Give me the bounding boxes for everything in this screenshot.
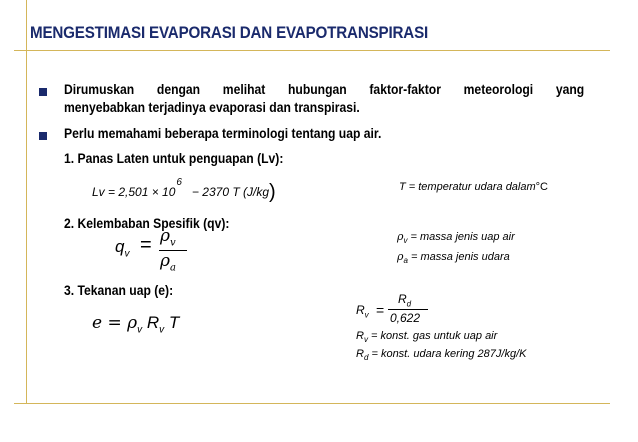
- bullet-1-line-1: Dirumuskan dengan melihat hubungan faktor-faktor meteorologi yang: [64, 82, 585, 97]
- e-equation-sub-2: v: [159, 324, 165, 336]
- rv-lhs-sub: v: [364, 310, 369, 320]
- lv-heading: 1. Panas Laten untuk penguapan (Lv):: [64, 151, 284, 166]
- qv-denominator: [160, 251, 176, 273]
- bullet-text-1: [64, 82, 638, 115]
- rv-denominator: 0,622: [390, 311, 421, 325]
- qv-lhs: [115, 237, 129, 259]
- qv-numerator-sub: v: [170, 237, 176, 249]
- qv-def2-symbol: ρ: [397, 250, 404, 263]
- qv-def2-text: = massa jenis udara: [410, 251, 510, 263]
- e-heading: 3. Tekanan uap (e):: [64, 283, 174, 298]
- e-def1-text: = konst. gas untuk uap air: [371, 330, 498, 342]
- bottom-divider: [14, 403, 610, 404]
- lv-note: [399, 181, 548, 193]
- qv-definition-2: [397, 250, 510, 265]
- e-def1-sub: v: [363, 335, 368, 345]
- e-def2-text: = konst. udara kering 287J/kg/K: [371, 348, 527, 360]
- title-underline: [14, 50, 610, 51]
- rv-numerator-symbol: R: [398, 292, 407, 306]
- left-accent-line: [26, 0, 27, 403]
- bullet-marker-2: [39, 132, 47, 140]
- qv-lhs-sub: v: [124, 248, 130, 260]
- e-equation-end: T: [164, 313, 180, 332]
- qv-numerator-symbol: ρ: [160, 226, 170, 246]
- qv-denominator-symbol: ρ: [160, 251, 170, 271]
- qv-equals: =: [140, 234, 152, 256]
- rv-numerator: [398, 292, 411, 308]
- lv-equation-right: − 2370 T (J/kg: [191, 185, 270, 199]
- e-definition-1: [356, 330, 497, 344]
- e-def2-symbol: R: [356, 348, 364, 360]
- e-definition-2: [356, 348, 526, 362]
- qv-equation: [115, 226, 195, 275]
- page-title: MENGESTIMASI EVAPORASI DAN EVAPOTRANSPIRASI: [30, 24, 429, 42]
- rv-equals: =: [376, 302, 385, 318]
- rv-numerator-sub: d: [406, 299, 412, 309]
- e-equation: [92, 313, 179, 335]
- rv-fraction-bar: [388, 309, 428, 310]
- qv-def1-symbol: ρ: [397, 230, 404, 243]
- e-equation-sub-1: v: [137, 324, 143, 336]
- qv-def2-sub: a: [403, 256, 408, 266]
- qv-def1-text: = massa jenis uap air: [410, 231, 515, 243]
- qv-denominator-sub: a: [170, 262, 176, 274]
- qv-heading: 2. Kelembaban Spesifik (qv):: [64, 216, 230, 231]
- bullet-text-2: Perlu memahami beberapa terminologi tentang uap air.: [64, 126, 382, 141]
- qv-lhs-symbol: q: [115, 237, 125, 256]
- lv-equation-exponent: 6: [176, 177, 182, 188]
- rv-lhs: [356, 303, 369, 319]
- e-def1-symbol: R: [356, 330, 364, 342]
- e-equation-left: e = ρ: [92, 313, 138, 333]
- lv-equation-left: Lv = 2,501 × 10: [92, 185, 176, 199]
- bullet-1-line-2: menyebabkan terjadinya evaporasi dan transpirasi.: [64, 100, 360, 115]
- lv-note-text: T = temperatur udara dalam: [399, 181, 536, 193]
- bullet-marker-1: [39, 88, 47, 96]
- rv-equation: [356, 294, 446, 328]
- qv-definition-1: [397, 230, 515, 245]
- rv-lhs-symbol: R: [356, 303, 365, 317]
- e-equation-mid: R: [142, 313, 160, 332]
- lv-note-unit: °C: [535, 181, 548, 193]
- lv-equation: [92, 177, 276, 203]
- qv-def1-sub: v: [403, 236, 408, 246]
- qv-numerator: [160, 226, 176, 248]
- lv-equation-paren: ): [269, 181, 276, 203]
- e-def2-sub: d: [363, 353, 369, 363]
